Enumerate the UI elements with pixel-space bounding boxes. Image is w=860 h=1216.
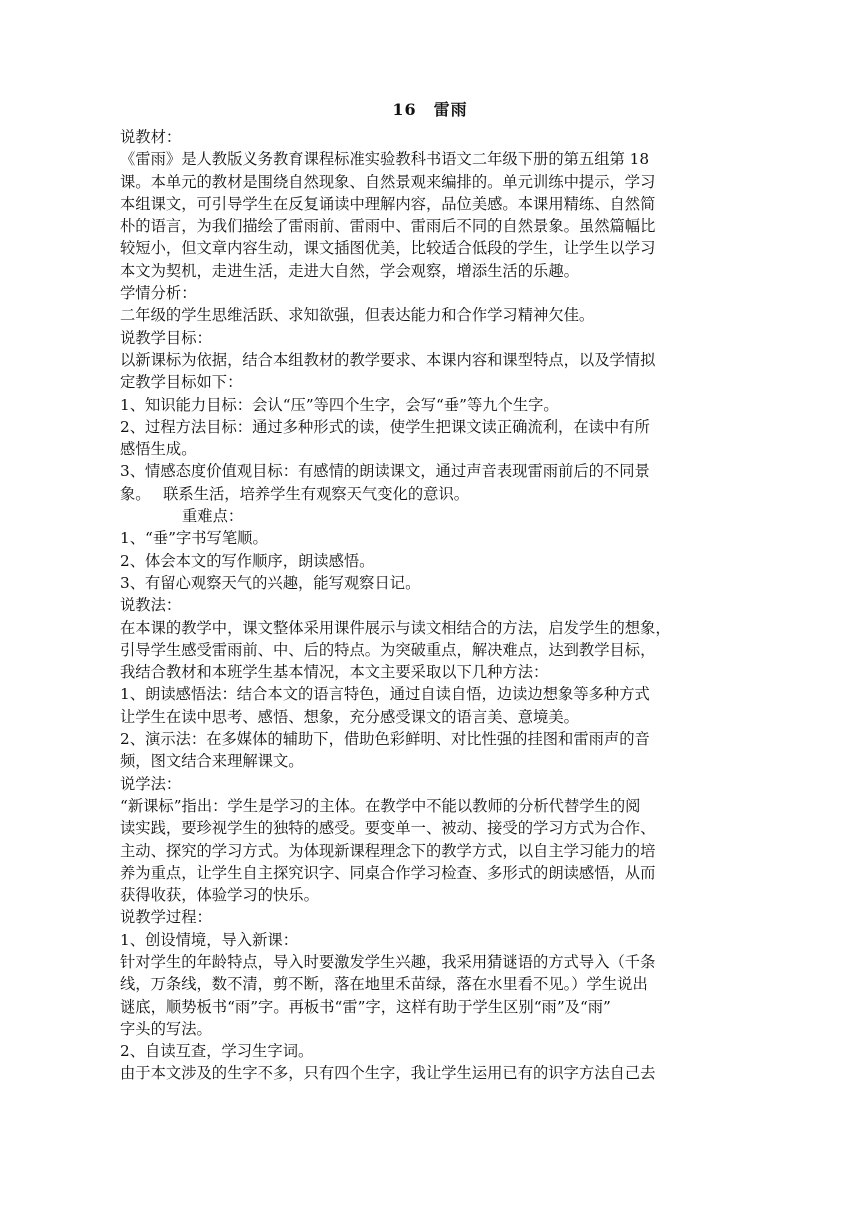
text-line: 说教材：	[120, 128, 182, 146]
text-line: 让学生在读中思考、感悟、想象，充分感受课文的语言美、意境美。	[120, 707, 579, 726]
text-line: 感悟生成。	[120, 440, 197, 459]
document-page	[120, 98, 740, 1085]
text-line: “新课标”指出：学生是学习的主体。在教学中不能以教师的分析代替学生的阅	[120, 796, 641, 815]
text-line: 重难点：	[182, 507, 244, 526]
text-line: 2、体会本文的写作顺序，朗读感悟。	[120, 551, 375, 570]
text-line: 象。 联系生活，培养学生有观察天气变化的意识。	[120, 484, 470, 503]
text-line: 谜底，顺势板书“雨”字。再板书“雷”字，这样有助于学生区别“雨”及“雨”	[120, 997, 611, 1016]
text-line: 主动、探究的学习方式。为体现新课程理念下的教学方式，以自主学习能力的培	[120, 841, 656, 860]
text-line: 针对学生的年龄特点，导入时要激发学生兴趣，我采用猜谜语的方式导入（千条	[120, 952, 656, 971]
text-line: 说教学过程：	[120, 908, 212, 927]
text-line: 二年级的学生思维活跃、求知欲强，但表达能力和合作学习精神欠佳。	[120, 306, 595, 325]
text-line: 我结合教材和本班学生基本情况，本文主要采取以下几种方法：	[120, 663, 549, 682]
text-line: 3、情感态度价值观目标：有感情的朗读课文，通过声音表现雷雨前后的不同景	[120, 462, 650, 481]
text-line: 在本课的教学中，课文整体采用课件展示与读文相结合的方法，启发学生的想象，	[120, 618, 671, 637]
text-line: 1、朗读感悟法：结合本文的语言特色，通过自读自悟，边读边想象等多种方式	[120, 685, 650, 704]
text-line: 学情分析：	[120, 284, 197, 303]
text-line: 获得收获，体验学习的快乐。	[120, 886, 319, 905]
text-line: 线，万条线，数不清，剪不断，落在地里禾苗绿，落在水里看不见。）学生说出	[120, 975, 648, 994]
text-line: 说教法：	[120, 596, 182, 615]
text-line: 引导学生感受雷雨前、中、后的特点。为突破重点，解决难点，达到教学目标，	[120, 640, 656, 659]
text-line: 由于本文涉及的生字不多，只有四个生字，我让学生运用已有的识字方法自己去	[120, 1064, 656, 1083]
text-line: 以新课标为依据，结合本组教材的教学要求、本课内容和课型特点，以及学情拟	[120, 350, 656, 369]
text-line: 2、演示法：在多媒体的辅助下，借助色彩鲜明、对比性强的挂图和雷雨声的音	[120, 730, 650, 749]
text-line: 1、“垂”字书写笔顺。	[120, 529, 268, 548]
text-line: 较短小，但文章内容生动，课文插图优美，比较适合低段的学生，让学生以学习	[120, 239, 656, 258]
text-line: 定教学目标如下：	[120, 373, 243, 392]
text-line: 1、知识能力目标：会认“压”等四个生字，会写“垂”等九个生字。	[120, 395, 559, 414]
text-line: 字头的写法。	[120, 1019, 212, 1038]
text-line: 本组课文，可引导学生在反复诵读中理解内容，品位美感。本课用精练、自然简	[120, 194, 656, 213]
text-line: 读实践，要珍视学生的独特的感受。要变单一、被动、接受的学习方式为合作、	[120, 819, 656, 838]
text-line: 2、自读互查，学习生字词。	[120, 1042, 314, 1061]
text-line: 频，图文结合来理解课文。	[120, 752, 304, 771]
text-line: 2、过程方法目标：通过多种形式的读，使学生把课文读正确流利，在读中有所	[120, 417, 650, 436]
text-line: 3、有留心观察天气的兴趣，能写观察日记。	[120, 573, 421, 592]
document-body	[120, 126, 740, 1085]
text-line: 朴的语言，为我们描绘了雷雨前、雷雨中、雷雨后不同的自然景象。虽然篇幅比	[120, 217, 656, 236]
text-line: 说学法：	[120, 774, 182, 793]
text-line: 课。本单元的教材是围绕自然现象、自然景观来编排的。单元训练中提示，学习	[120, 172, 656, 191]
text-line: 1、创设情境，导入新课：	[120, 930, 298, 949]
text-line: 养为重点，让学生自主探究识字、同桌合作学习检查、多形式的朗读感悟，从而	[120, 863, 656, 882]
document-title: 16 雷雨	[392, 100, 468, 119]
text-line: 说教学目标：	[120, 328, 212, 347]
text-line: 本文为契机，走进生活，走进大自然，学会观察，增添生活的乐趣。	[120, 261, 579, 280]
text-line: 《雷雨》是人教版义务教育课程标准实验教科书语文二年级下册的第五组第 18	[120, 150, 650, 169]
